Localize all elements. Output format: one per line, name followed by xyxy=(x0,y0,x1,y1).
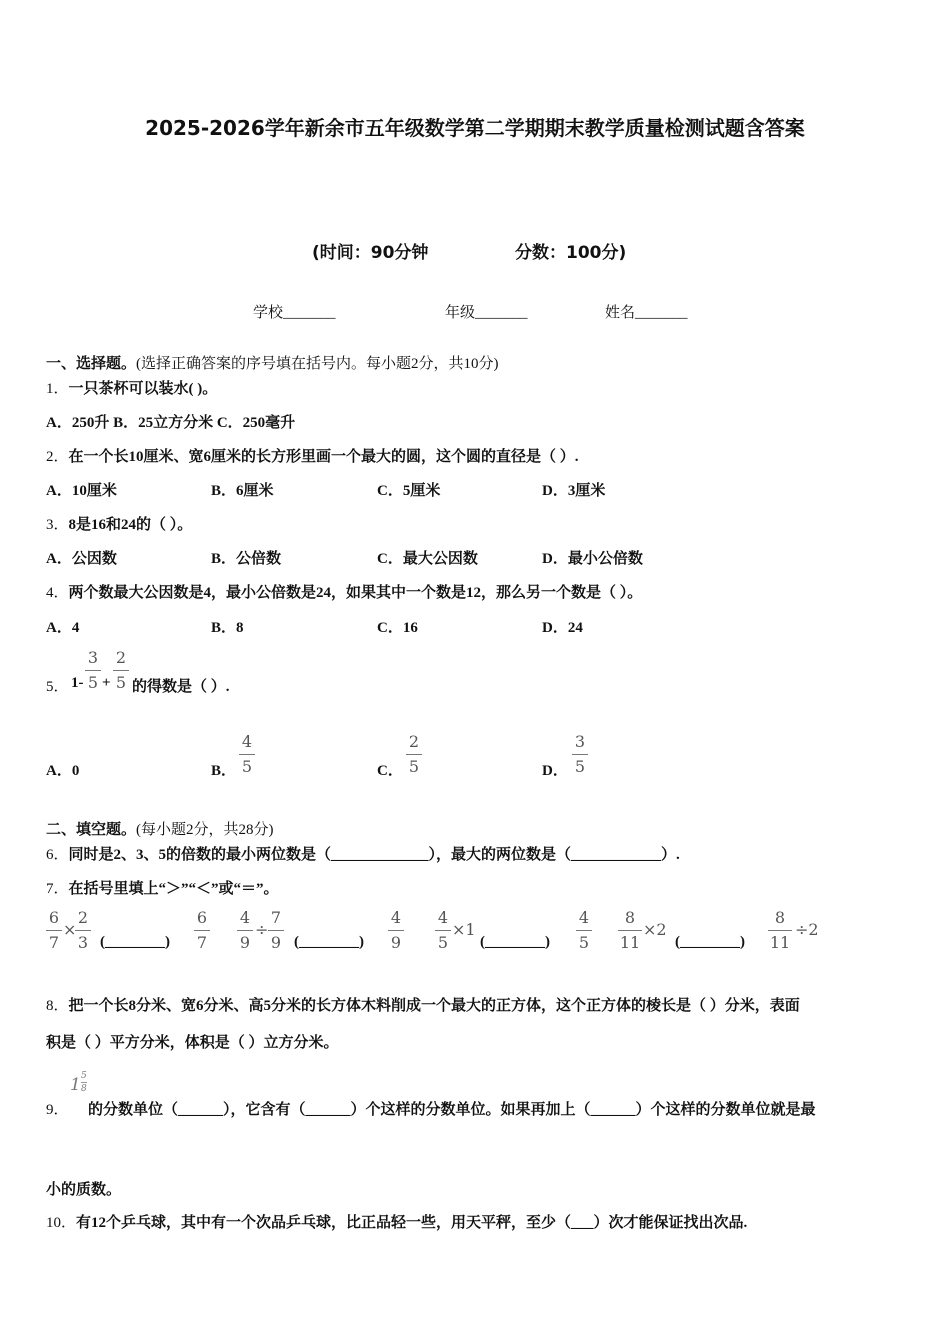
fraction-denominator: 5 xyxy=(115,673,127,692)
q7-item-3-operator: ×1 xyxy=(452,920,476,939)
fraction-denominator: 11 xyxy=(619,933,641,952)
question-2 xyxy=(46,445,579,466)
question-10-number: 10． xyxy=(46,1215,77,1231)
fraction-numerator: 6 xyxy=(48,908,60,927)
question-5-option-d-fraction xyxy=(572,732,588,777)
fraction-denominator: 7 xyxy=(48,933,60,952)
fraction-numerator: 2 xyxy=(408,732,420,751)
question-8-number: 8． xyxy=(46,998,69,1014)
q7-item-3-fraction-a xyxy=(435,908,451,953)
fraction-denominator: 8 xyxy=(81,1084,87,1094)
q7-item-4-fraction-c xyxy=(768,908,792,953)
question-5-option-b: B． xyxy=(211,763,237,779)
q7-item-1-fraction-a xyxy=(46,908,62,953)
question-8-text-line-1: 把一个长8分米、宽6分米、高5分米的长方体木料削成一个最大的正方体，这个正方体的棱长是（ ）分米，表面 xyxy=(68,998,800,1014)
fraction-denominator: 5 xyxy=(574,757,586,776)
total-score: 分数：100分) xyxy=(515,243,627,263)
question-2-option-b: B．6厘米 xyxy=(211,483,274,499)
question-2-option-c: C．5厘米 xyxy=(377,483,441,499)
fraction-numerator: 3 xyxy=(574,732,586,751)
question-9-mixed-number-fraction xyxy=(81,1071,87,1094)
question-5-option-a: A．0 xyxy=(46,763,80,779)
question-10-text: 有12个乒乓球，其中有一个次品乒乓球，比正品轻一些，用天平秤，至少（___）次才能保证找出次品. xyxy=(76,1215,748,1231)
section-2-title: 二、填空题。 xyxy=(46,822,137,838)
question-5-fraction-1 xyxy=(85,648,101,693)
question-5-plus: + xyxy=(102,675,111,691)
question-5-option-b-fraction xyxy=(239,732,255,777)
section-2-note: (每小题2分，共28分) xyxy=(136,822,274,838)
q7-item-3-answer-blank[interactable]: (________) xyxy=(480,934,550,950)
question-4 xyxy=(46,581,642,602)
name-field: 姓名_______ xyxy=(605,305,688,321)
question-5-option-c: C． xyxy=(377,763,403,779)
question-7 xyxy=(46,877,279,898)
fraction-numerator: 4 xyxy=(239,908,251,927)
question-3-text: 8是16和24的（ ）。 xyxy=(68,517,193,533)
question-5-option-c-fraction xyxy=(406,732,422,777)
fraction-denominator: 9 xyxy=(270,933,282,952)
q7-item-2-fraction-b xyxy=(268,908,284,953)
question-1-options: A．250升 B．25立方分米 C．250毫升 xyxy=(46,415,296,431)
question-2-text: 在一个长10厘米、宽6厘米的长方形里画一个最大的圆，这个圆的直径是（ ）. xyxy=(68,449,579,465)
question-2-option-a: A．10厘米 xyxy=(46,483,117,499)
question-3-option-a: A．公因数 xyxy=(46,551,117,567)
question-3-option-b: B．公倍数 xyxy=(211,551,282,567)
fraction-denominator: 9 xyxy=(390,933,402,952)
question-2-option-d: D．3厘米 xyxy=(542,483,606,499)
fraction-denominator: 5 xyxy=(578,933,590,952)
section-2-heading xyxy=(46,818,274,839)
question-10 xyxy=(46,1211,747,1232)
q7-item-1-fraction-b xyxy=(75,908,91,953)
fraction-numerator: 5 xyxy=(81,1071,87,1081)
fraction-denominator: 11 xyxy=(769,933,791,952)
grade-field: 年级_______ xyxy=(445,305,528,321)
question-4-text: 两个数最大公因数是4，最小公倍数是24，如果其中一个数是12，那么另一个数是（ ）。 xyxy=(68,585,643,601)
fraction-numerator: 8 xyxy=(774,908,786,927)
fraction-numerator: 2 xyxy=(115,648,127,667)
question-1 xyxy=(46,377,217,398)
q7-item-1-answer-blank[interactable]: (________) xyxy=(100,934,170,950)
time-limit: (时间：90分钟 xyxy=(312,243,429,263)
fraction-numerator: 7 xyxy=(270,908,282,927)
question-9-number xyxy=(46,1098,69,1119)
question-4-option-b: B．8 xyxy=(211,620,244,636)
fraction-numerator: 4 xyxy=(390,908,402,927)
q7-item-2-operator: ÷ xyxy=(255,920,269,939)
q7-item-2-fraction-a xyxy=(237,908,253,953)
question-3-option-c: C．最大公因数 xyxy=(377,551,478,567)
fraction-numerator: 3 xyxy=(87,648,99,667)
fraction-numerator: 2 xyxy=(77,908,89,927)
q7-item-4-tail-operator: ÷2 xyxy=(795,920,819,939)
fraction-numerator: 6 xyxy=(196,908,208,927)
question-7-text: 在括号里填上“＞”“＜”或“＝”。 xyxy=(68,881,279,897)
question-4-number: 4． xyxy=(46,585,69,601)
fraction-denominator: 5 xyxy=(241,757,253,776)
question-5-text: 的得数是（ ）. xyxy=(132,679,230,695)
section-1-title: 一、选择题。 xyxy=(46,356,137,372)
school-field: 学校_______ xyxy=(253,305,336,321)
fraction-denominator: 9 xyxy=(239,933,251,952)
question-5-number-text: 5． xyxy=(46,679,69,695)
q7-item-2-answer-blank[interactable]: (________) xyxy=(294,934,364,950)
section-1-note: (选择正确答案的序号填在括号内。每小题2分，共10分) xyxy=(136,356,499,372)
fraction-denominator: 5 xyxy=(87,673,99,692)
question-2-number: 2． xyxy=(46,449,69,465)
question-4-option-d: D．24 xyxy=(542,620,583,636)
question-5-prefix: 1- xyxy=(71,675,84,691)
question-8-text-line-2: 积是（ ）平方分米，体积是（ ）立方分米。 xyxy=(46,1035,339,1051)
fraction-numerator: 4 xyxy=(437,908,449,927)
question-6 xyxy=(46,843,680,864)
fraction-denominator: 3 xyxy=(77,933,89,952)
question-4-option-a: A．4 xyxy=(46,620,80,636)
question-9-number-text: 9． xyxy=(46,1102,69,1118)
section-1-heading xyxy=(46,352,499,373)
question-9-text: 的分数单位（______），它含有（______）个这样的分数单位。如果再加上（______）个这样的分数单位就是最 xyxy=(88,1102,816,1118)
question-5-number xyxy=(46,675,69,696)
question-9-text-line-2: 小的质数。 xyxy=(46,1182,122,1198)
question-7-number: 7． xyxy=(46,881,69,897)
question-8 xyxy=(46,994,800,1015)
question-5-fraction-2 xyxy=(113,648,129,693)
fraction-numerator: 8 xyxy=(624,908,636,927)
q7-item-1-fraction-c xyxy=(194,908,210,953)
fraction-denominator: 7 xyxy=(196,933,208,952)
q7-item-4-fraction-a xyxy=(618,908,642,953)
question-1-number: 1． xyxy=(46,381,69,397)
fraction-denominator: 5 xyxy=(437,933,449,952)
question-6-number: 6． xyxy=(46,847,69,863)
question-5-option-d: D． xyxy=(542,763,568,779)
fraction-denominator: 5 xyxy=(408,757,420,776)
question-1-text: 一只茶杯可以装水( )。 xyxy=(68,381,218,397)
fraction-numerator: 4 xyxy=(578,908,590,927)
question-9-mixed-number-whole: 1 xyxy=(70,1075,81,1095)
q7-item-4-answer-blank[interactable]: (________) xyxy=(675,934,745,950)
q7-item-1-operator: × xyxy=(63,920,77,939)
question-3-option-d: D．最小公倍数 xyxy=(542,551,643,567)
question-3 xyxy=(46,513,192,534)
page-title: 2025-2026学年新余市五年级数学第二学期期末教学质量检测试题含答案 xyxy=(145,116,805,140)
q7-item-2-fraction-c xyxy=(388,908,404,953)
question-3-number: 3． xyxy=(46,517,69,533)
question-6-text: 同时是2、3、5的倍数的最小两位数是（_____________），最大的两位数是（____________）. xyxy=(68,847,680,863)
question-4-option-c: C．16 xyxy=(377,620,418,636)
q7-item-4-operator: ×2 xyxy=(643,920,667,939)
q7-item-3-fraction-c xyxy=(576,908,592,953)
fraction-numerator: 4 xyxy=(241,732,253,751)
